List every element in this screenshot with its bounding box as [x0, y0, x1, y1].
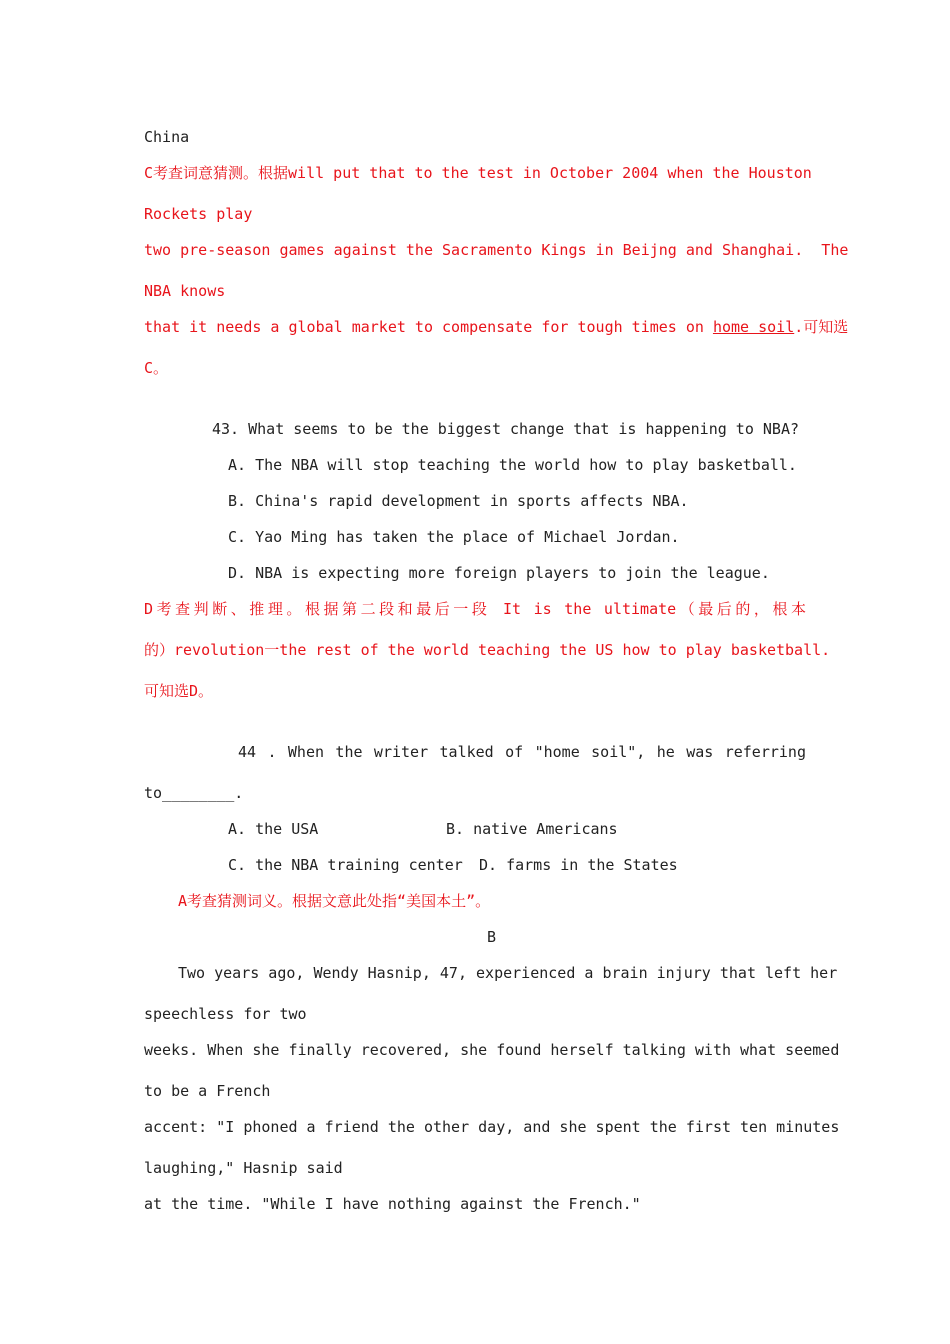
answer-line: two pre-season games against the Sacramento Kings in Beijng and Shanghai. The	[144, 241, 849, 259]
option-b: B. China's rapid development in sports affects NBA.	[228, 492, 689, 510]
option-d: D. NBA is expecting more foreign players to join the league.	[228, 564, 770, 582]
option-a: A. the USA	[228, 820, 319, 838]
answer-line: C考查词意猜测。根据will put that to the test in October 2004 when the Houston	[144, 164, 812, 182]
answer-line: 的）revolution一the rest of the world teaching the US how to play basketball.	[144, 641, 831, 659]
answer-line: D考查判断、推理。根据第二段和最后一段 It is the ultimate（最后的，根本	[144, 600, 806, 618]
passage-line: weeks. When she finally recovered, she found herself talking with what seemed	[144, 1041, 840, 1059]
passage-line: at the time. "While I have nothing against the French."	[144, 1195, 641, 1213]
answer-line: A考查猜测词义。根据文意此处指“美国本土”。	[178, 892, 491, 910]
option-c: C. the NBA training center	[228, 856, 463, 874]
option-a: A. The NBA will stop teaching the world how to play basketball.	[228, 456, 797, 474]
answer-text: .可知选	[794, 318, 849, 336]
underlined-phrase: home soil	[712, 318, 795, 336]
question-stem: 43. What seems to be the biggest change that is happening to NBA?	[212, 420, 799, 438]
answer-line: C。	[144, 359, 169, 377]
section-heading: B	[487, 928, 497, 946]
question-stem: to________.	[144, 784, 244, 802]
passage-line: to be a French	[144, 1082, 271, 1100]
answer-line	[144, 317, 848, 337]
passage-line: speechless for two	[144, 1005, 307, 1023]
answer-text: that it needs a global market to compensate for tough times on	[144, 318, 713, 336]
answer-line: NBA knows	[144, 282, 226, 300]
option-d: D. farms in the States	[479, 856, 678, 874]
text-line: China	[144, 128, 190, 146]
question-stem: 44 . When the writer talked of "home soil", he was referring	[238, 743, 806, 761]
passage-line: laughing," Hasnip said	[144, 1159, 343, 1177]
passage-line: Two years ago, Wendy Hasnip, 47, experienced a brain injury that left her	[178, 964, 838, 982]
answer-line: Rockets play	[144, 205, 253, 223]
answer-line: 可知选D。	[144, 682, 214, 700]
passage-line: accent: "I phoned a friend the other day, and she spent the first ten minutes	[144, 1118, 840, 1136]
option-c: C. Yao Ming has taken the place of Michael Jordan.	[228, 528, 680, 546]
option-b: B. native Americans	[446, 820, 618, 838]
